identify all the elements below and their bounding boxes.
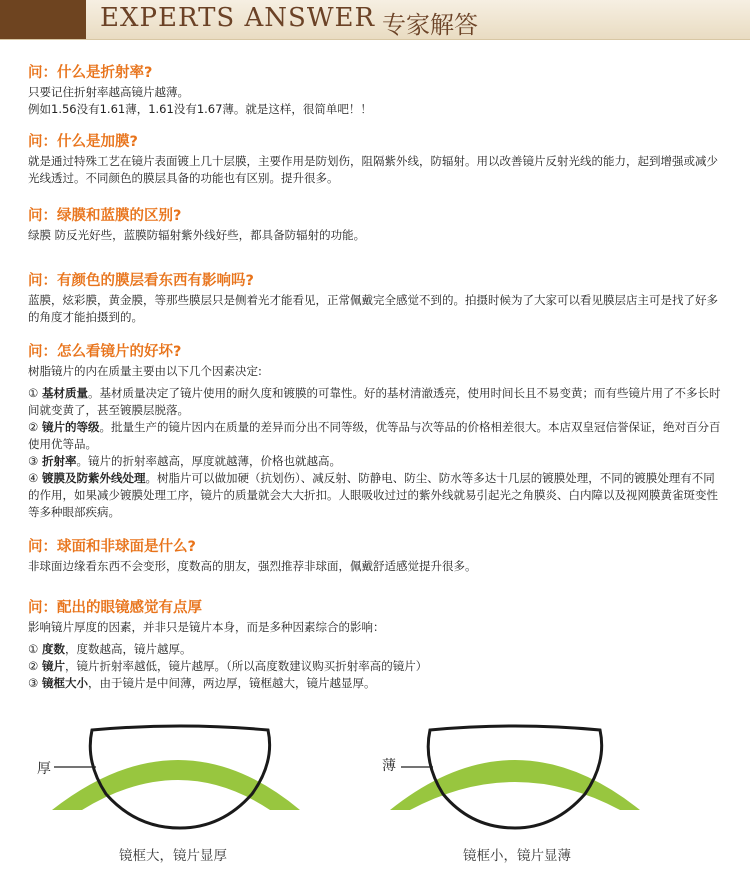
item-text: ，由于镜片是中间薄，两边厚，镜框越大，镜片越显厚。 [87, 676, 376, 690]
list-item [28, 641, 722, 658]
small-frame-lens-drawing [375, 718, 750, 838]
list-item [28, 470, 722, 521]
header-banner [0, 0, 750, 40]
large-frame-caption: 镜框大，镜片显厚 [119, 848, 227, 864]
faq-refractive-index [28, 62, 722, 118]
item-text: 。镜片的折射率越高，厚度就越薄，价格也就越高。 [76, 454, 341, 468]
banner-accent-bar [0, 0, 86, 39]
item-text: 。批量生产的镜片因内在质量的差异而分出不同等级，优等品与次等品的价格相差很大。本店双皇冠信誉保证，绝对百分百使用优等品。 [28, 420, 721, 451]
faq-answer: 非球面边缘看东西不会变形，度数高的朋友，强烈推荐非球面，佩戴舒适感觉提升很多。 [28, 559, 477, 573]
item-number: ① [28, 386, 39, 400]
faq-answer: 绿膜 防反光好些，蓝膜防辐射紫外线好些，都具备防辐射的功能。 [28, 228, 366, 242]
list-item [28, 453, 722, 470]
item-label: 度数 [41, 642, 65, 656]
item-number: ③ [28, 454, 39, 468]
faq-intro: 树脂镜片的内在质量主要由以下几个因素决定: [28, 364, 262, 378]
list-item [28, 419, 722, 453]
faq-lens-quality [28, 341, 722, 521]
faq-aspheric [28, 536, 722, 575]
item-label: 镜片的等级 [41, 420, 100, 434]
faq-question: 问：什么是加膜? [28, 134, 138, 150]
faq-thickness [28, 597, 722, 692]
faq-answer: 蓝膜，炫彩膜，黄金膜，等那些膜层只是侧着光才能看见，正常佩戴完全感觉不到的。拍摄时候为了大家可以看见膜层店主可是找了好多的角度才能拍摄到的。 [28, 293, 718, 324]
figure-large-frame [0, 718, 375, 888]
list-item [28, 385, 722, 419]
thin-label: 薄 [382, 758, 396, 774]
faq-answer: 就是通过特殊工艺在镜片表面镀上几十层膜，主要作用是防划伤，阻隔紫外线，防辐射。用以改善镜片反射光线的能力，起到增强或减少光线透过。不同颜色的膜层具备的功能也有区别。提升很多。 [28, 154, 718, 185]
thick-label: 厚 [37, 761, 51, 777]
item-text: ，镜片折射率越低，镜片越厚。（所以高度数建议购买折射率高的镜片） [64, 659, 428, 673]
list-item [28, 675, 722, 692]
item-number: ④ [28, 471, 39, 485]
faq-answer-line: 例如1.56没有1.61薄，1.61没有1.67薄。就是这样，很简单吧！！ [28, 102, 372, 116]
list-item [28, 658, 722, 675]
item-text: 。树脂片可以做加硬（抗划伤）、减反射、防静电、防尘、防水等多达十几层的镀膜处理，不同的镀膜处理有不同的作用，如果减少镀膜处理工序，镜片的质量就会大大折扣。人眼吸收过过的紫外线就易引起光之角膜炎、白内障以及视网膜黄雀斑变性等多种眼部疾病。 [28, 471, 718, 519]
faq-question: 问：绿膜和蓝膜的区别? [28, 208, 182, 224]
faq-question: 问：什么是折射率? [28, 65, 153, 81]
faq-question: 问：有颜色的膜层看东西有影响吗? [28, 273, 254, 289]
item-label: 镜框大小 [41, 676, 88, 690]
figure-small-frame [375, 718, 750, 888]
item-label: 镜片 [41, 659, 65, 673]
banner-title-cn: 专家解答 [382, 11, 478, 39]
item-text: ，度数越高，镜片越厚。 [64, 642, 192, 656]
faq-question: 问：球面和非球面是什么? [28, 539, 196, 555]
item-number: ② [28, 420, 39, 434]
faq-intro: 影响镜片厚度的因素，并非只是镜片本身，而是多种因素综合的影响： [28, 620, 385, 634]
faq-coating [28, 131, 722, 187]
item-number: ① [28, 642, 39, 656]
faq-answer-line: 只要记住折射率越高镜片越薄。 [28, 85, 189, 99]
item-label: 镀膜及防紫外线处理 [41, 471, 146, 485]
item-number: ② [28, 659, 39, 673]
item-text: 。基材质量决定了镜片使用的耐久度和镀膜的可靠性。好的基材清澈透亮，使用时间长且不易变黄；而有些镜片用了不多长时间就变黄了，甚至镀膜层脱落。 [28, 386, 721, 417]
faq-green-blue-coating [28, 205, 722, 244]
item-number: ③ [28, 676, 39, 690]
small-frame-caption: 镜框小，镜片显薄 [463, 848, 571, 864]
faq-question: 问：怎么看镜片的好坏? [28, 344, 182, 360]
banner-title-en: EXPERTS ANSWER [100, 3, 376, 33]
item-label: 基材质量 [41, 386, 88, 400]
large-frame-lens-drawing [0, 718, 375, 838]
faq-colored-coating [28, 270, 722, 326]
faq-question: 问：配出的眼镜感觉有点厚 [28, 600, 202, 616]
item-label: 折射率 [41, 454, 77, 468]
